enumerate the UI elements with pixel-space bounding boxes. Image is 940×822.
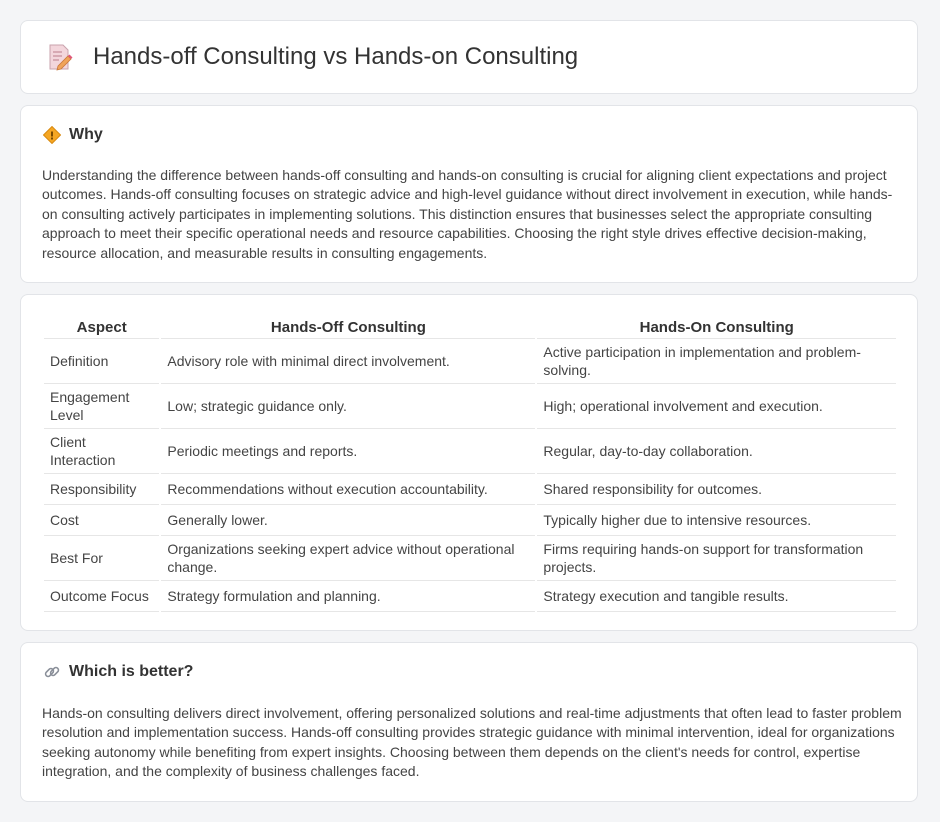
diamond-sign-icon [43,126,61,144]
header-hands-off: Hands-Off Consulting [161,316,535,339]
header [47,43,578,71]
cell-aspect: Engagement Level [44,384,159,429]
comparison-table [42,316,898,612]
table-row [44,581,896,612]
cell-hands-on: Firms requiring hands-on support for transformation projects. [537,536,896,581]
better-title: Which is better? [69,663,194,680]
header-hands-on: Hands-On Consulting [537,316,896,339]
cell-hands-on: Shared responsibility for outcomes. [537,474,896,505]
cell-hands-off: Periodic meetings and reports. [161,429,535,474]
cell-hands-on: High; operational involvement and execution. [537,384,896,429]
cell-aspect: Client Interaction [44,429,159,474]
table-row [44,536,896,581]
document-pencil-icon [47,43,73,71]
why-text: Understanding the difference between hands-off consulting and hands-on consulting is crucial for aligning client expectations and project outcomes. Hands-off consulting focuses on strategic advice and high-level guidance without direct involvement in execution, while hands-on consulting actively participates in implementing solutions. This distinction ensures that businesses select the appropriate consulting approach to meet their specific operational needs and resource capabilities. Choosing the right style drives effective decision-making, resource allocation, and measurable results in consulting engagements. [42,167,893,261]
which-is-better-section [20,642,918,802]
why-heading [43,126,103,144]
cell-hands-on: Regular, day-to-day collaboration. [537,429,896,474]
cell-aspect: Definition [44,339,159,384]
header-aspect: Aspect [44,316,159,339]
cell-hands-off: Strategy formulation and planning. [161,581,535,612]
cell-hands-on: Active participation in implementation and problem-solving. [537,339,896,384]
table-row [44,474,896,505]
cell-hands-off: Generally lower. [161,505,535,536]
table-row [44,339,896,384]
cell-hands-off: Advisory role with minimal direct involvement. [161,339,535,384]
better-heading [43,663,193,681]
cell-aspect: Responsibility [44,474,159,505]
table-header-row [44,316,896,339]
cell-hands-on: Strategy execution and tangible results. [537,581,896,612]
link-icon [43,663,61,681]
table-row [44,384,896,429]
why-section [20,105,918,283]
cell-aspect: Cost [44,505,159,536]
cell-aspect: Best For [44,536,159,581]
cell-hands-off: Organizations seeking expert advice without operational change. [161,536,535,581]
table-row [44,505,896,536]
better-text: Hands-on consulting delivers direct involvement, offering personalized solutions and real-time adjustments that often lead to faster problem resolution and implementation success. Hands-off consulting provides strategic guidance with minimal intervention, ideal for organizations seeking autonomy while benefiting from expert insights. Choosing between them depends on the client's needs for control, expertise integration, and the complexity of business challenges faced. [42,705,902,780]
cell-hands-off: Low; strategic guidance only. [161,384,535,429]
cell-hands-off: Recommendations without execution accountability. [161,474,535,505]
why-title: Why [69,126,103,143]
cell-aspect: Outcome Focus [44,581,159,612]
page-title: Hands-off Consulting vs Hands-on Consulting [93,43,579,70]
table-row [44,429,896,474]
header-card [20,20,918,94]
cell-hands-on: Typically higher due to intensive resources. [537,505,896,536]
comparison-section [20,294,918,631]
